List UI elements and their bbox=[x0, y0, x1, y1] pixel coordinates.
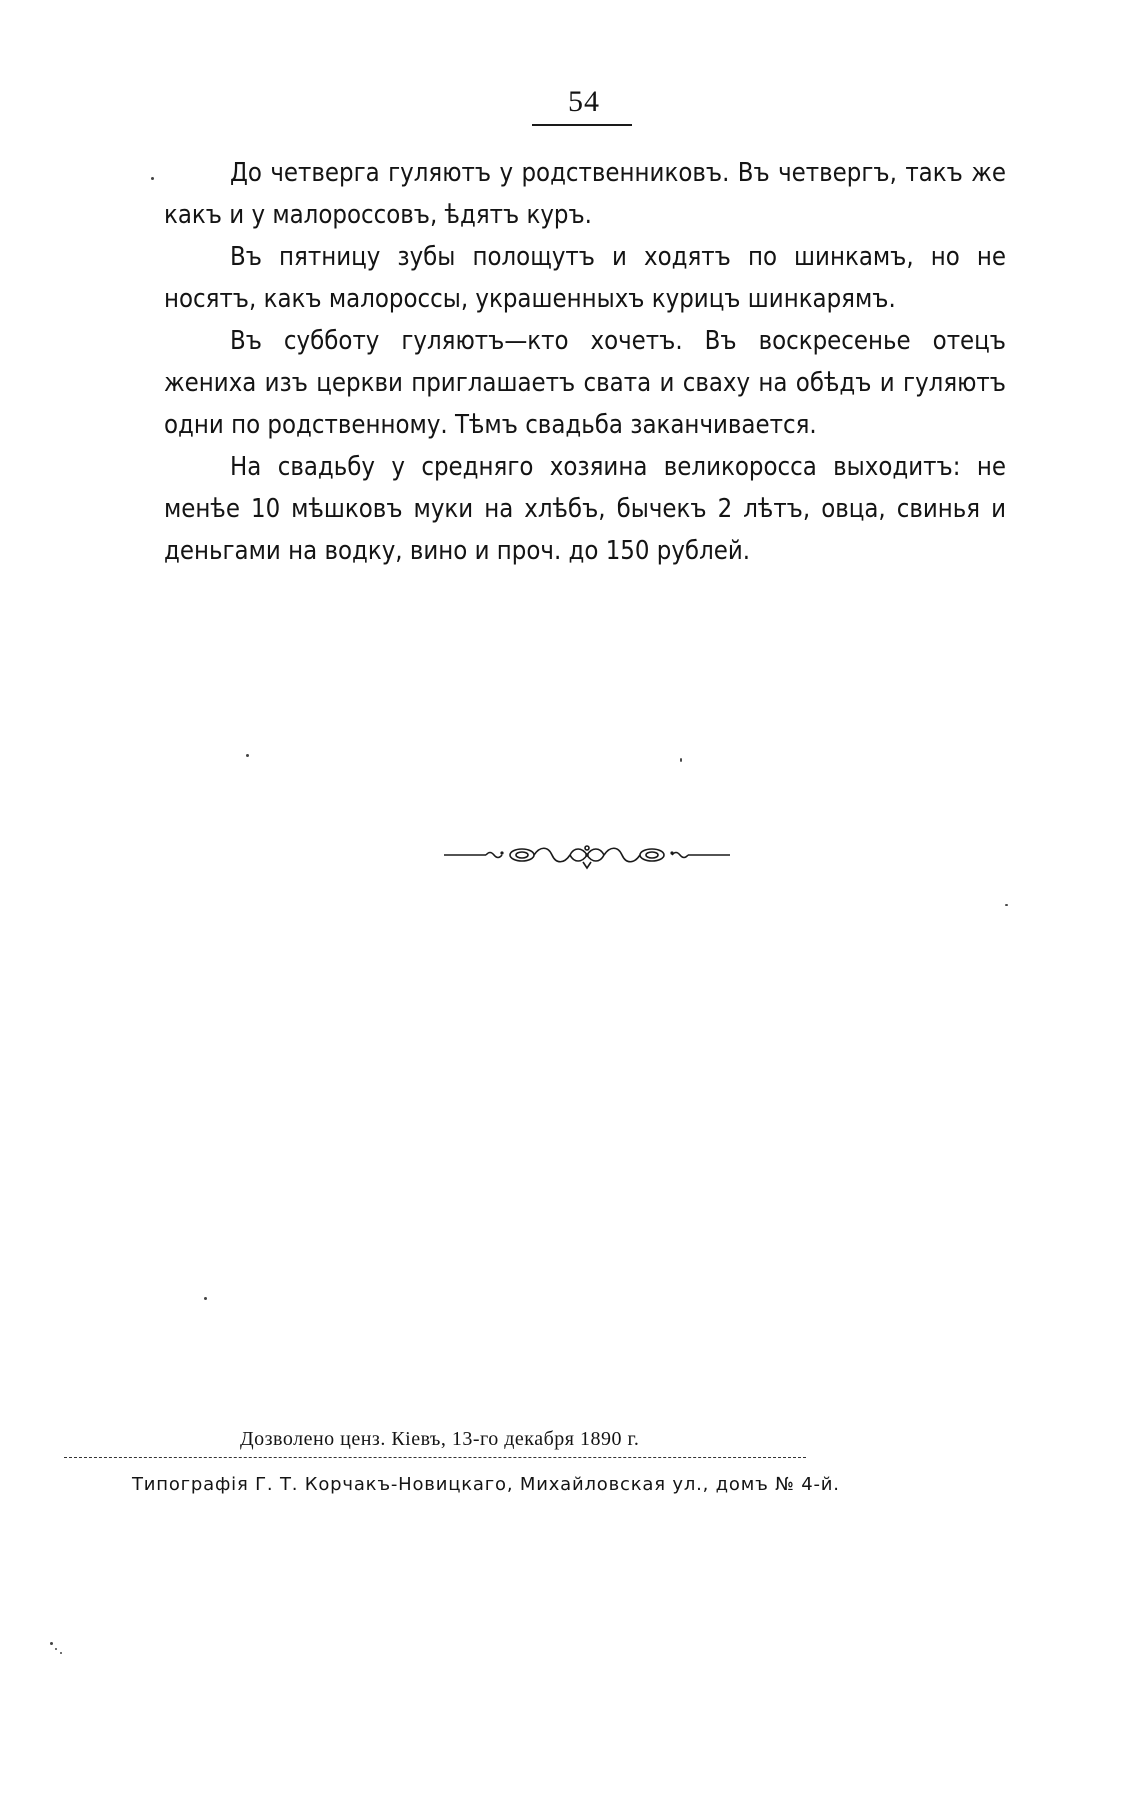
imprint-divider bbox=[64, 1457, 806, 1458]
page-number-underline bbox=[532, 124, 632, 126]
paragraph-1: До четверга гуляютъ у родственниковъ. Въ четвергъ, такъ же какъ и у малороссовъ, ѣдятъ куръ. bbox=[164, 158, 1006, 230]
ink-speck bbox=[1005, 904, 1008, 906]
censorship-imprint: Дозволено ценз. Кіевъ, 13-го декабря 1890 г. bbox=[240, 1428, 640, 1450]
ink-speck bbox=[55, 1648, 57, 1650]
ink-speck bbox=[50, 1642, 53, 1645]
body-text bbox=[164, 152, 1006, 572]
page-number: 54 bbox=[568, 85, 600, 118]
printing-house-imprint: Типографія Г. Т. Корчакъ-Новицкаго, Михайловская ул., домъ № 4-й. bbox=[132, 1474, 840, 1495]
ink-speck bbox=[151, 177, 154, 180]
ornamental-divider-icon bbox=[442, 840, 732, 870]
ink-speck bbox=[204, 1297, 207, 1300]
paragraph-2: Въ пятницу зубы полощутъ и ходятъ по шинкамъ, но не носятъ, какъ малороссы, украшенныхъ курицъ шинкарямъ. bbox=[164, 242, 1006, 314]
paragraph-4: На свадьбу у средняго хозяина великоросса выходитъ: не менѣе 10 мѣшковъ муки на хлѣбъ, бычекъ 2 лѣтъ, овца, свинья и деньгами на водку, вино и проч. до 150 рублей. bbox=[164, 452, 1006, 566]
paragraph-3: Въ субботу гуляютъ—кто хочетъ. Въ воскресенье отецъ жениха изъ церкви приглашаетъ свата и сваху на обѣдъ и гуляютъ одни по родственному. Тѣмъ свадьба заканчивается. bbox=[164, 326, 1006, 440]
ink-speck bbox=[246, 754, 249, 757]
ink-speck bbox=[680, 758, 682, 762]
ink-speck bbox=[60, 1652, 62, 1654]
